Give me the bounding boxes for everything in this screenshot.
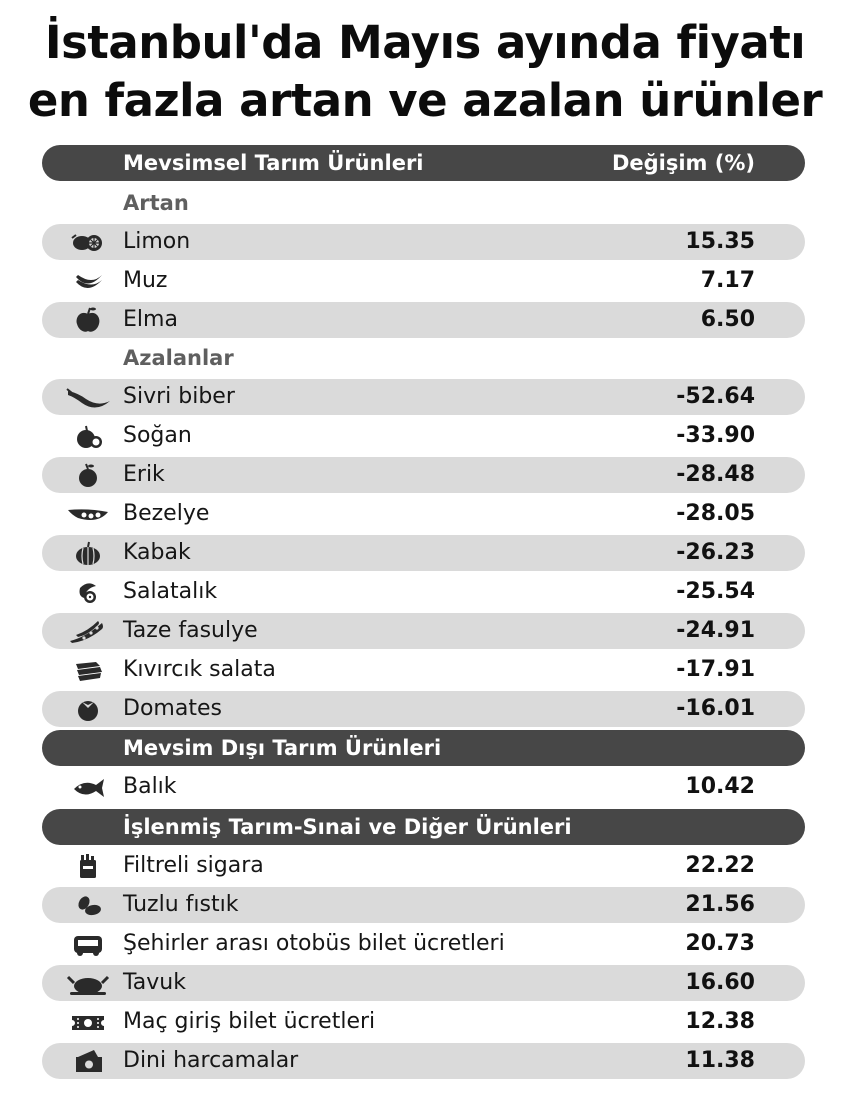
page-title-line-2: en fazla artan ve azalan ürünler xyxy=(27,74,823,127)
list-item xyxy=(42,652,805,688)
list-item xyxy=(42,1043,805,1079)
product-name: Erik xyxy=(123,462,165,487)
list-item xyxy=(42,769,805,805)
roast-chicken-icon xyxy=(64,968,112,998)
change-column-header: Değişim (%) xyxy=(611,151,755,175)
product-name: Filtreli sigara xyxy=(123,853,264,878)
change-value: -28.48 xyxy=(676,462,755,487)
section-label: İşlenmiş Tarım-Sınai ve Diğer Ürünleri xyxy=(123,815,572,839)
pea-pod-icon xyxy=(64,499,112,529)
list-item xyxy=(42,613,805,649)
page-title-line-1: İstanbul'da Mayıs ayında fiyatı xyxy=(44,16,806,69)
product-name: Sivri biber xyxy=(123,384,235,409)
pepper-icon xyxy=(64,382,112,412)
change-value: 15.35 xyxy=(685,229,755,254)
banana-icon xyxy=(64,266,112,296)
subheader-falling: Azalanlar xyxy=(123,346,234,370)
list-item xyxy=(42,263,805,299)
product-name: Taze fasulye xyxy=(123,618,258,643)
product-name: Tavuk xyxy=(123,970,186,995)
product-name: Kıvırcık salata xyxy=(123,657,276,682)
bus-icon xyxy=(64,929,112,959)
product-name: Muz xyxy=(123,268,168,293)
list-item xyxy=(42,418,805,454)
green-bean-icon xyxy=(64,616,112,646)
tomato-icon xyxy=(64,694,112,724)
product-name: Balık xyxy=(123,774,177,799)
change-value: -24.91 xyxy=(676,618,755,643)
product-name: Tuzlu fıstık xyxy=(123,892,239,917)
list-item xyxy=(42,848,805,884)
lemon-icon xyxy=(64,227,112,257)
change-value: 16.60 xyxy=(685,970,755,995)
cigarette-pack-icon xyxy=(64,851,112,881)
list-item xyxy=(42,496,805,532)
fish-icon xyxy=(64,772,112,802)
list-item xyxy=(42,965,805,1001)
list-item xyxy=(42,457,805,493)
product-name: Domates xyxy=(123,696,222,721)
change-value: 6.50 xyxy=(700,307,755,332)
change-value: -25.54 xyxy=(676,579,755,604)
change-value: 11.38 xyxy=(685,1048,755,1073)
cucumber-icon xyxy=(64,577,112,607)
money-icon xyxy=(64,1046,112,1076)
list-item xyxy=(42,302,805,338)
list-item xyxy=(42,379,805,415)
change-value: 20.73 xyxy=(685,931,755,956)
change-value: -17.91 xyxy=(676,657,755,682)
product-name: Salatalık xyxy=(123,579,218,604)
pumpkin-icon xyxy=(64,538,112,568)
section-header-processed xyxy=(42,809,805,845)
product-name: Bezelye xyxy=(123,501,210,526)
ticket-icon xyxy=(64,1007,112,1037)
change-value: -33.90 xyxy=(676,423,755,448)
change-value: -28.05 xyxy=(676,501,755,526)
subheader-rising: Artan xyxy=(123,191,189,215)
change-value: 21.56 xyxy=(685,892,755,917)
peanut-icon xyxy=(64,890,112,920)
list-item xyxy=(42,691,805,727)
change-value: -26.23 xyxy=(676,540,755,565)
product-name: Elma xyxy=(123,307,178,332)
change-value: -16.01 xyxy=(676,696,755,721)
section-label: Mevsimsel Tarım Ürünleri xyxy=(123,151,424,175)
change-value: 10.42 xyxy=(685,774,755,799)
list-item xyxy=(42,535,805,571)
change-value: 22.22 xyxy=(685,853,755,878)
change-value: -52.64 xyxy=(676,384,755,409)
list-item xyxy=(42,574,805,610)
product-name: Soğan xyxy=(123,423,192,448)
section-header-off-season xyxy=(42,730,805,766)
product-name: Dini harcamalar xyxy=(123,1048,299,1073)
change-value: 12.38 xyxy=(685,1009,755,1034)
onion-icon xyxy=(64,421,112,451)
product-name: Maç giriş bilet ücretleri xyxy=(123,1009,376,1034)
product-name: Kabak xyxy=(123,540,191,565)
list-item xyxy=(42,1004,805,1040)
list-item xyxy=(42,887,805,923)
product-name: Şehirler arası otobüs bilet ücretleri xyxy=(123,931,505,956)
lettuce-icon xyxy=(64,655,112,685)
section-header-seasonal xyxy=(42,145,805,181)
list-item xyxy=(42,926,805,962)
change-value: 7.17 xyxy=(700,268,755,293)
plum-icon xyxy=(64,460,112,490)
apple-icon xyxy=(64,305,112,335)
section-label: Mevsim Dışı Tarım Ürünleri xyxy=(123,736,442,760)
list-item xyxy=(42,224,805,260)
product-name: Limon xyxy=(123,229,191,254)
